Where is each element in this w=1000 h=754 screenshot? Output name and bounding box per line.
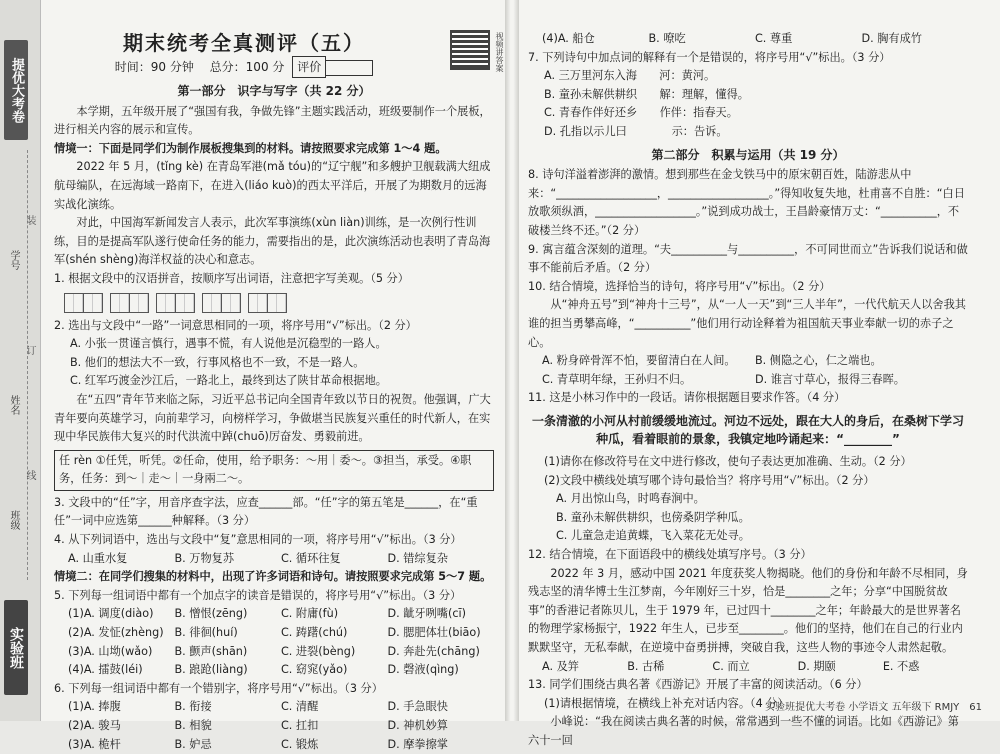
option[interactable]: B. 嘹吃 — [648, 32, 686, 45]
page-title: 期末统考全真测评（五） — [123, 31, 365, 55]
options-row — [68, 605, 494, 624]
option[interactable]: D. 胸有成竹 — [861, 32, 922, 45]
intro-text: 本学期，五年级开展了“强国有我，争做先锋”主题实践活动，班级要制作一个展板，进行相关内容的展示和宣传。 — [54, 104, 491, 137]
question-1: 1. 根据文段中的汉语拼音，按顺序写出词语，注意把字写美观。（5 分） — [54, 271, 409, 285]
right-column — [528, 30, 968, 751]
option[interactable]: B. 妒忌 — [174, 737, 212, 751]
option[interactable]: (1)A. 调度(diào) — [68, 607, 154, 621]
sub-question: (1)请你在修改符号在文中进行修改，使句子表达更加准确、生动。（2 分） — [544, 455, 912, 469]
exam-meta — [0, 56, 494, 78]
passage-paragraph: 在“五四”青年节来临之际，习近平总书记向全国青年致以节日的祝贺。他强调，广大青年要向英雄学习，向前辈学习，向榜样学习，争做堪当民族复兴重任的时代新人，在实现中华民族伟大复兴的时代洪流中踔(chuō)厉奋发、勇毅前进。 — [54, 392, 491, 444]
passage-paragraph: 从“神舟五号”到“神舟十三号”，从“一人一天”到“三人半年”，一代代航天人以舍我其谁的担当勇攀高峰，“__________”他们用行动诠释着为祖国航天事业奉献一切的赤子之心。 — [528, 298, 966, 349]
option[interactable]: A. 小张一贯谨言慎行，遇事不慌，有人说他是沉稳型的一路人。 — [70, 337, 387, 351]
option[interactable]: C. 儿童急走追黄蝶，飞入菜花无处寻。 — [556, 529, 750, 543]
option[interactable]: D. 腮肥体壮(biāo) — [387, 626, 481, 640]
option[interactable]: B. 古稀 — [627, 659, 665, 673]
option[interactable]: (1)A. 捧腹 — [68, 700, 121, 714]
situation-heading: 情境二：在同学们搜集的材料中，出现了许多词语和诗句。请按照要求完成第 5～7 题。 — [54, 570, 492, 584]
option[interactable]: D. 奔赴先(chāng) — [387, 644, 480, 658]
option[interactable]: (2)A. 骏马 — [68, 719, 121, 732]
options-row — [542, 658, 968, 677]
option[interactable]: A. 月出惊山鸟，时鸣春涧中。 — [556, 492, 705, 506]
option[interactable]: B. 他们的想法大不一致，行事风格也不一致，不是一路人。 — [70, 355, 365, 369]
option[interactable]: B. 颤声(shān) — [174, 644, 248, 658]
options-row — [68, 624, 494, 643]
option[interactable]: B. 侧隐之心，仁之端也。 — [755, 354, 882, 368]
question-7: 7. 下列诗句中加点词的解释有一个是错误的，将序号用“√”标出。（3 分） — [528, 50, 891, 64]
option[interactable]: C. 红军巧渡金沙江后，一路北上，最终到达了陕甘革命根据地。 — [70, 374, 387, 388]
student-excerpt: 一条清澈的小河从村前缓缓地流过。河边不远处，跟在大人的身后，在桑树下学习种瓜，看着眼前的景象，我镇定地吟诵起来：“________” — [531, 413, 964, 447]
option[interactable]: (4)A. 船仓 — [542, 32, 595, 45]
question-4: 4. 从下列词语中，选出与文段中“复”意思相同的一项，将序号用“√”标出。（3 分） — [54, 533, 462, 547]
option[interactable]: B. 童孙未解供耕织 解：理解，懂得。 — [544, 87, 749, 101]
options-row — [68, 736, 494, 754]
question-3: 3. 文段中的“任”字，用音序查字法，应查______部。“任”字的第五笔是______，在“重任”一词中应选第______种解释。（3 分） — [54, 495, 478, 528]
option[interactable]: C. 清醒 — [281, 700, 319, 714]
option[interactable]: (4)A. 擂鼓(léi) — [68, 663, 143, 677]
option[interactable]: A. 粉身碎骨浑不怕，要留清白在人间。 — [542, 354, 736, 368]
options-row — [542, 352, 968, 371]
options-row — [68, 550, 494, 569]
question-8: 8. 诗句洋溢着澎湃的激情。想到那些在金戈铁马中的原宋朝百姓，陆游悲从中来：“__________________，__________________。”得知收复失地，杜甫喜不自胜：“白日放歌须纵酒，__________________。”说到成功战士，王昌龄豪情万丈：“__________，不破楼兰终不还。”（2 分） — [528, 168, 965, 237]
score-label: 评价 — [292, 56, 326, 78]
sub-question: (1)请根据情境，在横线上补充对话内容。（4 分） — [544, 696, 789, 710]
passage-paragraph: 2022 年 5 月，(tǐng kè) 在青岛军港(mǎ tóu)的“辽宁舰”和多艘护卫舰载满大纽成航母编队，在远海域一路南下，在进入(liáo kuò)的西太平洋后，开展了为期数月的远海实战化演练。 — [54, 160, 491, 211]
options-row — [542, 371, 968, 390]
cut-word: 装 — [24, 215, 35, 225]
question-5: 5. 下列每一组词语中都有一个加点字的读音是错误的，将序号用“√”标出。（3 分） — [54, 588, 462, 602]
question-13: 13. 同学们围绕古典名著《西游记》开展了丰富的阅读活动。（6 分） — [528, 678, 868, 692]
option[interactable]: C. 锻炼 — [281, 737, 319, 751]
sub-question: (2)文段中横线处填写哪个诗句最恰当？将序号用“√”标出。（2 分） — [544, 473, 875, 487]
question-6: 6. 下列每一组词语中都有一个错别字，将序号用“√”标出。（3 分） — [54, 681, 383, 695]
option[interactable]: C. 附庸(fù) — [281, 607, 339, 621]
option[interactable]: C. 进裂(bèng) — [281, 644, 356, 658]
left-column — [54, 0, 504, 754]
option[interactable]: B. 衔接 — [174, 700, 212, 714]
option[interactable]: C. 扛扣 — [281, 719, 319, 732]
option[interactable]: B. 万物复苏 — [174, 551, 235, 565]
option[interactable]: D. 龇牙咧嘴(cī) — [387, 607, 466, 621]
option[interactable]: D. 错综复杂 — [387, 551, 448, 565]
qr-code-icon[interactable] — [450, 30, 490, 70]
qr-label: 视频讲答案 — [495, 32, 504, 72]
option[interactable]: A. 三万里河东入海 河：黄河。 — [544, 69, 716, 83]
option[interactable]: D. 期颐 — [797, 659, 836, 673]
option[interactable]: C. 青草明年绿，王孙归不归。 — [542, 372, 692, 386]
option[interactable]: D. 孔指以示儿曰 示：告诉。 — [544, 124, 728, 138]
question-9: 9. 寓言蕴含深刻的道理。“夫__________与__________，不可同世而立”告诉我们说话和做事不能前后矛盾。（2 分） — [528, 242, 968, 275]
name-field-label: 姓名 — [8, 395, 19, 415]
binding-spine — [0, 0, 41, 721]
class-field-label: 班级 — [8, 510, 19, 530]
option[interactable]: B. 踉跄(liàng) — [174, 663, 248, 677]
question-10: 10. 结合情境，选择恰当的诗句，将序号用“√”标出。（2 分） — [528, 279, 831, 293]
option[interactable]: A. 及笄 — [542, 659, 579, 673]
time-label: 时间：90 分钟 — [114, 60, 194, 74]
option[interactable]: E. 不惑 — [882, 659, 920, 673]
option[interactable]: (3)A. 山坳(wǎo) — [68, 644, 153, 658]
brand-label-top: 提优大考卷 — [4, 40, 28, 140]
section-title: 第二部分 积累与运用（共 19 分） — [651, 147, 845, 162]
dictionary-box: 任 rèn ①任凭，听凭。②任命，使用，给予职务：～用｜委～。③担当，承受。④职务，任务：到～｜走～｜一身兩二～。 — [54, 450, 494, 491]
option[interactable]: (3)A. 桅杆 — [68, 737, 121, 751]
passage-paragraph: 对此，中国海军新闻发言人表示，此次军事演练(xùn liàn)训练，是一次例行性训练，目的是提高军队遂行使命任务的能力，需要指出的是，此次演练活动也表明了青岛海军(shén shèng)海洋权益的决心和意志。 — [54, 216, 491, 267]
cut-word: 线 — [24, 470, 35, 480]
section-title: 第一部分 识字与写字（共 22 分） — [177, 84, 371, 98]
option[interactable]: D. 磬液(qìng) — [387, 663, 459, 677]
options-row — [68, 643, 494, 662]
book-gutter — [505, 0, 519, 721]
option[interactable]: C. 青春作伴好还乡 作伴：指春天。 — [544, 106, 738, 120]
option[interactable]: C. 循环往复 — [281, 551, 341, 565]
question-2: 2. 选出与文段中“一路”一词意思相同的一项，将序号用“√”标出。（2 分） — [54, 318, 417, 332]
option[interactable]: (2)A. 发怔(zhèng) — [68, 626, 164, 640]
brand-label-bottom: 实验班 — [4, 600, 28, 695]
id-field-label: 学号 — [8, 250, 19, 270]
situation-heading: 情境一：下面是同学们为制作展板搜集到的材料。请按照要求完成第 1～4 题。 — [54, 141, 447, 155]
option[interactable]: B. 相貌 — [174, 719, 212, 732]
option[interactable]: C. 窈窕(yǎo) — [281, 663, 348, 677]
option[interactable]: D. 摩拳擦掌 — [387, 737, 448, 751]
option[interactable]: D. 神机妙算 — [387, 719, 448, 732]
option[interactable]: D. 谁言寸草心，报得三春晖。 — [755, 372, 905, 386]
option[interactable]: B. 憎恨(zēng) — [174, 607, 248, 621]
options-row — [68, 698, 494, 717]
option[interactable]: C. 踌躇(chú) — [281, 626, 348, 640]
option[interactable]: D. 手急眼快 — [387, 700, 448, 714]
total-label: 总分：100 分 — [209, 60, 285, 74]
option[interactable]: B. 徘徊(huí) — [174, 626, 238, 640]
score-box[interactable] — [325, 60, 373, 76]
option[interactable]: B. 童孙未解供耕织，也傍桑阴学种瓜。 — [556, 510, 750, 524]
option[interactable]: A. 山重水复 — [68, 551, 128, 565]
passage-paragraph: 小峰说：“我在阅读古典名著的时候，常常遇到一些不懂的词语。比如《西游记》第六十一回 — [528, 715, 959, 747]
question-11: 11. 这是小林习作中的一段话。请你根据题目要求作答。（4 分） — [528, 391, 846, 405]
option[interactable]: C. 尊重 — [755, 32, 793, 45]
option[interactable]: C. 而立 — [712, 659, 750, 673]
cut-word: 订 — [24, 345, 35, 355]
page-footer: 实验班提优大考卷 小学语文 五年级下 RMJY 61 — [765, 702, 982, 713]
passage-paragraph: 2022 年 3 月，感动中国 2021 年度获奖人物揭晓。他们的身份和年龄不尽相同，身残志坚的清华博士生江梦南，今年刚好三十岁，恰是________之年；分享“中国脱贫故事”的香港记者陈贝儿，生于 1979 年，已过四十________之年；年龄最大的是世界著名的物理学家杨振宁，1922 年生人，已步至________。他们的坚持，他们在自己的行业内默默坚守，无私奉献，在逆境中奋勇拼搏，突破自我，这些人物的事迹令人肃然起敬。 — [528, 566, 968, 654]
question-12: 12. 结合情境，在下面语段中的横线处填写序号。（3 分） — [528, 548, 812, 562]
writing-grid[interactable] — [64, 293, 494, 313]
options-row — [68, 661, 494, 680]
options-row — [68, 717, 494, 736]
options-row — [542, 30, 968, 49]
